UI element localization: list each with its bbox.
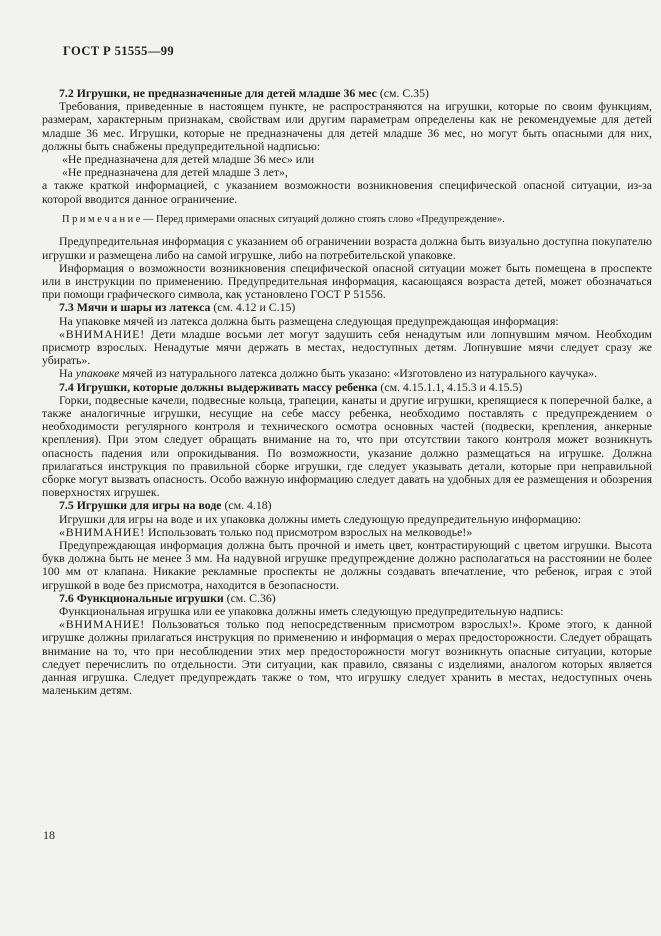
section-7-5-warning-text: Использовать только под присмотром взрослых на мелководье!»: [145, 524, 473, 539]
section-7-3-heading: [42, 301, 652, 314]
section-7-2-paragraph-3: Предупредительная информация с указанием об ограничении возраста должна быть визуально доступна покупателю игрушки и размещена либо на самой игрушке, либо на потребительской упаковке.: [42, 234, 652, 262]
section-7-6-heading-title: 7.6 Функциональные игрушки: [59, 590, 224, 605]
section-7-2-heading-title: 7.2 Игрушки, не предназначенные для детей младше 36 мес: [59, 86, 377, 100]
section-7-2-heading-ref: (см. С.35): [376, 86, 429, 100]
document-code-header: ГОСТ Р 51555—99: [63, 44, 175, 58]
document-body: [42, 87, 652, 697]
section-7-3-heading-ref: (см. 4.12 и С.15): [210, 300, 296, 315]
section-7-5-paragraph-1: Игрушки для игры на воде и их упаковка должны иметь следующую предупредительную информацию:: [59, 511, 581, 526]
section-7-3-paragraph-3-pre: На: [59, 366, 76, 381]
section-7-3-paragraph-3-rest: мячей из натурального латекса должно быть указано: «Изготовлено из натурального каучука».: [119, 366, 598, 381]
section-7-3-paragraph-1: На упаковке мячей из латекса должна быть размещена следующая предупреждающая информация:: [59, 313, 559, 328]
section-7-4-heading-ref: (см. 4.15.1.1, 4.15.3 и 4.15.5): [377, 379, 523, 394]
attention-word: «ВНИМАНИЕ!: [59, 326, 145, 341]
warning-label-option-1: «Не предназначена для детей младше 36 мес» или: [62, 152, 315, 167]
section-7-6-warning-text: Пользоваться только под непосредственным присмотром взрослых!». Кроме этого, к данной игрушке должны прилагаться инструкция по применению и информация о мерах предосторожности. Следует обращать внимание на то, что при несоблюдении этих мер предосторожности могут возникнуть опасные ситуации, которые следует перечислить по отдельности. Эти ситуации, как правило, связаны с изделиями, аналогом которых является данная игрушка. Следует предупреждать также о том, что игрушку следует хранить в местах, недоступных очень маленьким детям.: [42, 617, 652, 698]
section-7-6-paragraph-1: Функциональная игрушка или ее упаковка должны иметь следующую предупредительную надпись:: [59, 604, 564, 619]
section-7-6-warning-paragraph: [42, 618, 652, 697]
section-7-2-paragraph-2: а также краткой информацией, с указанием возможности возникновения специфической опасной ситуации, из-за которой вводится данное ограничение.: [42, 178, 652, 206]
section-7-5-paragraph-3: Предупреждающая информация должна быть прочной и иметь цвет, контрастирующий с цветом игрушки. Высота букв должна быть не менее 3 мм. На надувной игрушке предупреждение должно располагаться на расстоянии не более 100 мм от клапана. Никакие рекламные проспекты не должны создавать впечатление, что ребенок, играя с этой игрушкой в воде без присмотра, находится в безопасности.: [42, 538, 652, 592]
section-7-3-warning-text: Дети младше восьми лет могут задушить себя ненадутым или лопнувшим мячом. Необходим присмотр взрослых. Ненадутые мячи держать в местах, недоступных детям. Лопнувшие мячи следует сразу же убирать».: [42, 326, 652, 368]
section-7-2-note: П р и м е ч а н и е — Перед примерами опасных ситуаций должно стоять слово «Предупреждение».: [62, 213, 505, 225]
section-7-4-paragraph-1: Горки, подвесные качели, подвесные кольца, трапеции, канаты и другие игрушки, крепящиеся к поперечной балке, а также аналогичные игрушки, несущие на себе массу ребенка, необходимо поставлять с предупреждением о необходимости регулярного контроля и технического осмотра основных частей (подвески, крепления, анкерные крепления). При этом следует обращать внимание на то, что при отсутствии такого контроля может возникнуть опасность падения или опрокидывания. По возможности, указание должно размещаться на игрушке. Должна прилагаться инструкция по правильной сборке игрушки, где следует указывать детали, которые при неправильной сборке могут вызвать опасность. Особо важную информацию следует давать на удобных для ее размещения и обозрения поверхностях игрушек.: [42, 392, 652, 500]
section-7-5-heading-ref: (см. 4.18): [221, 498, 272, 513]
section-7-4-heading-title: 7.4 Игрушки, которые должны выдерживать массу ребенка: [59, 379, 378, 394]
attention-word: «ВНИМАНИЕ!: [59, 524, 145, 539]
page-number: 18: [43, 828, 55, 842]
section-7-4-heading: [42, 381, 652, 394]
section-7-3-warning-paragraph: [42, 328, 652, 368]
section-7-2-paragraph-1: Требования, приведенные в настоящем пункте, не распространяются на игрушки, которые по своим функциям, размерам, характерным признакам, свойствам или другим параметрам определены как не рекомендуемые для детей младше 36 мес. Игрушки, которые не предназначены для детей младше 36 мес, но могут быть опасными для них, должны быть снабжены предупредительной надписью:: [42, 99, 652, 153]
section-7-6-heading-ref: (см. С.36): [223, 590, 276, 605]
section-7-5-heading: [42, 499, 652, 512]
attention-word: «ВНИМАНИЕ!: [59, 617, 145, 632]
warning-label-option-2: «Не предназначена для детей младше 3 лет»,: [62, 165, 288, 180]
section-7-5-heading-title: 7.5 Игрушки для игры на воде: [59, 498, 222, 513]
section-7-3-heading-title: 7.3 Мячи и шары из латекса: [59, 300, 211, 315]
section-7-3-paragraph-3-italic: упаковке: [75, 366, 120, 381]
section-7-2-paragraph-4: Информация о возможности возникновения специфической опасной ситуации может быть помещена в проспекте или в инструкции по применению. Предупредительная информация, касающаяся возраста детей, может обозначаться при помощи графического символа, как установлено ГОСТ Р 51556.: [42, 260, 652, 302]
